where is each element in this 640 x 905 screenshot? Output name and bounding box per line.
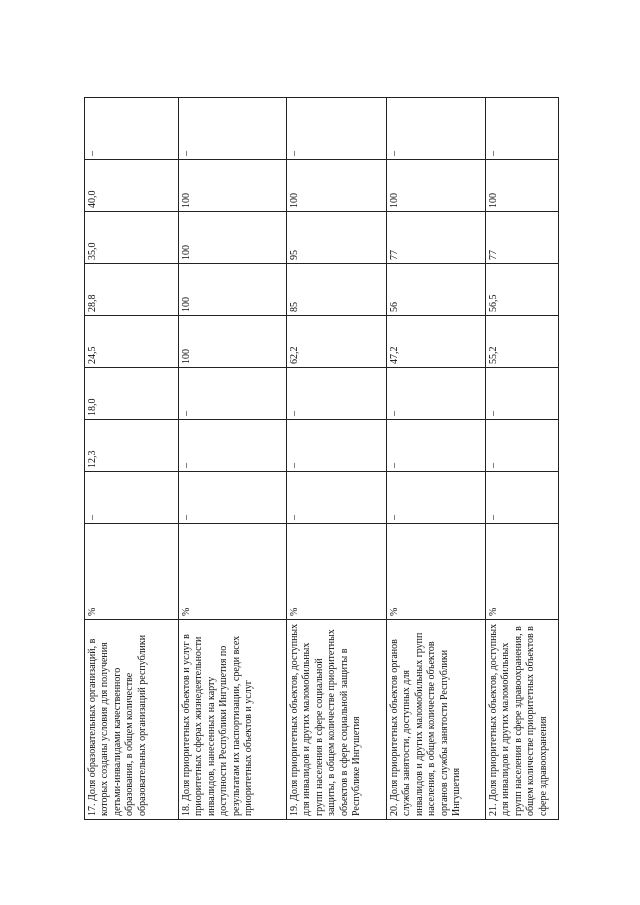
value-cell: – bbox=[287, 420, 387, 472]
table-row bbox=[179, 98, 287, 820]
value-cell: – bbox=[486, 98, 559, 160]
unit-cell: % bbox=[85, 524, 179, 620]
value-cell: – bbox=[387, 98, 486, 160]
value-cell: 100 bbox=[486, 160, 559, 212]
indicator-name-cell: 19. Доля приоритетных объектов, доступных для инвалидов и других маломобильных групп населения в сфере социальной защиты, в общем количестве приоритетных объектов в сфере социальной защиты в Республике Ингушетия bbox=[287, 620, 387, 820]
value-cell: – bbox=[486, 420, 559, 472]
value-cell: 62,2 bbox=[287, 316, 387, 368]
unit-cell: % bbox=[179, 524, 287, 620]
value-cell: 24,5 bbox=[85, 316, 179, 368]
value-cell: – bbox=[179, 98, 287, 160]
value-cell: – bbox=[179, 420, 287, 472]
table-body bbox=[85, 98, 559, 820]
value-cell: – bbox=[387, 472, 486, 524]
value-cell: 100 bbox=[179, 160, 287, 212]
value-cell: 100 bbox=[287, 160, 387, 212]
value-cell: – bbox=[486, 368, 559, 420]
value-cell: – bbox=[486, 472, 559, 524]
value-cell: 56,5 bbox=[486, 264, 559, 316]
value-cell: – bbox=[387, 420, 486, 472]
value-cell: 100 bbox=[387, 160, 486, 212]
unit-cell: % bbox=[486, 524, 559, 620]
value-cell: 47,2 bbox=[387, 316, 486, 368]
value-cell: 18,0 bbox=[85, 368, 179, 420]
value-cell: 77 bbox=[387, 212, 486, 264]
value-cell: – bbox=[287, 98, 387, 160]
table-row bbox=[287, 98, 387, 820]
value-cell: 85 bbox=[287, 264, 387, 316]
value-cell: – bbox=[85, 472, 179, 524]
value-cell: 95 bbox=[287, 212, 387, 264]
value-cell: 56 bbox=[387, 264, 486, 316]
indicator-name-cell: 20. Доля приоритетных объектов органов службы занятости, доступных для инвалидов и других маломобильных групп населения, в общем количестве объектов органов службы занятости Республики Ингушетия bbox=[387, 620, 486, 820]
value-cell: – bbox=[85, 98, 179, 160]
value-cell: 100 bbox=[179, 264, 287, 316]
value-cell: 77 bbox=[486, 212, 559, 264]
value-cell: – bbox=[287, 472, 387, 524]
value-cell: – bbox=[387, 368, 486, 420]
table-row bbox=[486, 98, 559, 820]
rotated-table-container bbox=[84, 98, 558, 820]
value-cell: – bbox=[179, 472, 287, 524]
value-cell: 100 bbox=[179, 212, 287, 264]
table-row bbox=[387, 98, 486, 820]
value-cell: 28,8 bbox=[85, 264, 179, 316]
value-cell: 55,2 bbox=[486, 316, 559, 368]
indicator-name-cell: 21. Доля приоритетных объектов, доступных для инвалидов и других маломобильных групп населения в сфере здравоохранения, в общем количестве приоритетных объектов в сфере здравоохранения bbox=[486, 620, 559, 820]
unit-cell: % bbox=[287, 524, 387, 620]
table-row bbox=[85, 98, 179, 820]
value-cell: 100 bbox=[179, 316, 287, 368]
indicator-name-cell: 18. Доля приоритетных объектов и услуг в приоритетных сферах жизнедеятельности инвалидов, нанесенных на карту доступности Республики Ингушетия по результатам их паспортизации, среди всех приоритетных объектов и услуг bbox=[179, 620, 287, 820]
indicator-name-cell: 17. Доля образовательных организаций, в которых созданы условия для получения детьми-инвалидами качественного образования, в общем количестве образовательных организаций республики bbox=[85, 620, 179, 820]
value-cell: – bbox=[179, 368, 287, 420]
value-cell: 40,0 bbox=[85, 160, 179, 212]
unit-cell: % bbox=[387, 524, 486, 620]
indicators-table bbox=[84, 97, 559, 820]
value-cell: 12,3 bbox=[85, 420, 179, 472]
value-cell: 35,0 bbox=[85, 212, 179, 264]
value-cell: – bbox=[287, 368, 387, 420]
